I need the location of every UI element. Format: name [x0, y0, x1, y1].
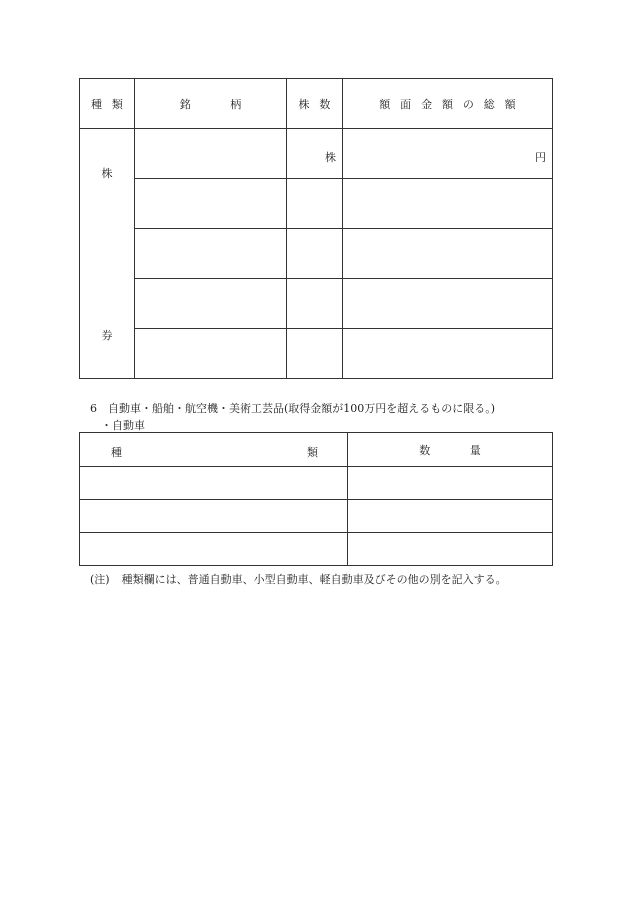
- table-row: [80, 279, 553, 329]
- vehicle-table: [79, 432, 553, 566]
- table-row: [80, 229, 553, 279]
- vehicle-qty-cell: [348, 500, 553, 533]
- brand-cell: [135, 229, 287, 279]
- vehicle-type-cell: [80, 500, 348, 533]
- shares-cell: [287, 279, 343, 329]
- table-row: [80, 179, 553, 229]
- shares-cell: [287, 229, 343, 279]
- total-cell: [343, 179, 553, 229]
- brand-cell: [135, 329, 287, 379]
- brand-cell: [135, 129, 287, 179]
- header-vehicle-type: 種 類: [80, 433, 348, 467]
- vehicle-qty-cell: [348, 533, 553, 566]
- type-label-bottom: 券: [101, 329, 113, 342]
- header-shares: 株数: [287, 79, 343, 129]
- vehicle-type-cell: [80, 467, 348, 500]
- type-label-top: 株: [101, 167, 113, 180]
- header-type: 種類: [80, 79, 135, 129]
- type-cell: [80, 129, 135, 379]
- table-row: [80, 533, 553, 566]
- note-text: 種類欄には、普通自動車、小型自動車、軽自動車及びその他の別を記入する。: [121, 573, 507, 586]
- vehicle-type-cell: [80, 533, 348, 566]
- stock-table: [79, 78, 553, 379]
- total-cell: [343, 329, 553, 379]
- total-unit-cell: 円: [343, 129, 553, 179]
- table-row: [80, 500, 553, 533]
- table-row: [80, 467, 553, 500]
- section-6-heading: 6 自動車・船舶・航空機・美術工芸品(取得金額が100万円を超えるものに限る。): [90, 402, 496, 415]
- brand-cell: [135, 279, 287, 329]
- total-cell: [343, 229, 553, 279]
- vehicle-qty-cell: [348, 467, 553, 500]
- table-row: [80, 129, 553, 179]
- note-mark: (注): [90, 573, 110, 586]
- shares-cell: [287, 329, 343, 379]
- header-total: 額面金額の総額: [343, 79, 553, 129]
- table-row: [80, 329, 553, 379]
- brand-cell: [135, 179, 287, 229]
- stock-table-header: [80, 79, 553, 129]
- shares-cell: [287, 179, 343, 229]
- header-vehicle-qty: 数量: [348, 433, 553, 467]
- vehicle-table-header: [80, 433, 553, 467]
- shares-unit-cell: 株: [287, 129, 343, 179]
- section-6-subheading: ・自動車: [101, 419, 145, 432]
- header-brand: 銘柄: [135, 79, 287, 129]
- note: [90, 571, 507, 587]
- total-cell: [343, 279, 553, 329]
